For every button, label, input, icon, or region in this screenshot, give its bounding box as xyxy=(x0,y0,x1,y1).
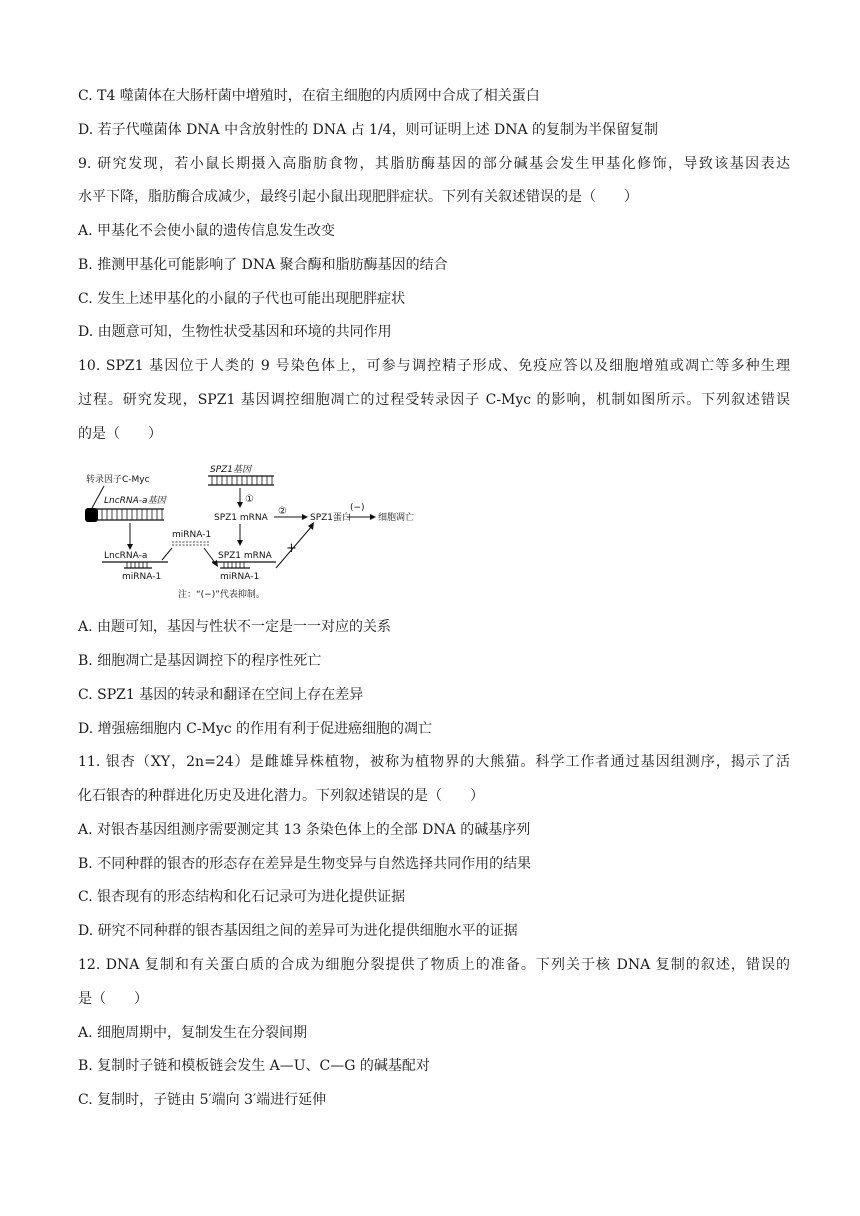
option-11c: C. 银杏现有的形态结构和化石记录可为进化提供证据 xyxy=(78,889,406,905)
question-10-stem-3: 的是（ ） xyxy=(78,426,162,442)
question-11-stem-1: 11. 银杏（XY，2n=24）是雌雄异株植物，被称为植物界的大熊猫。科学工作者通过基因组测序，揭示了活 xyxy=(78,754,790,770)
question-11-stem-2: 化石银杏的种群进化历史及进化潜力。下列叙述错误的是（ ） xyxy=(78,788,484,804)
option-12b: B. 复制时子链和模板链会发生 A—U、C—G 的碱基配对 xyxy=(78,1058,430,1074)
spz1-protein-label: SPZ1蛋白 xyxy=(310,513,352,523)
inhibit-label: (−) xyxy=(350,503,365,513)
spz1-mrna-top-label: SPZ1 mRNA xyxy=(214,513,268,523)
step-1-label: ① xyxy=(245,494,254,505)
lncrna-label: LncRNA-a xyxy=(104,551,148,561)
figure-note: 注：“(−)”代表抑制。 xyxy=(178,590,265,600)
option-12a: A. 细胞周期中，复制发生在分裂间期 xyxy=(78,1025,308,1041)
option-10d: D. 增强癌细胞内 C-Myc 的作用有利于促进癌细胞的凋亡 xyxy=(78,721,433,737)
mirna-mid-label: miRNA-1 xyxy=(172,530,212,540)
option-9c: C. 发生上述甲基化的小鼠的子代也可能出现肥胖症状 xyxy=(78,291,406,307)
option-12c: C. 复制时，子链由 5′端向 3′端进行延伸 xyxy=(78,1092,327,1108)
mirna-left-label: miRNA-1 xyxy=(122,572,162,582)
question-10-stem-2: 过程。研究发现，SPZ1 基因调控细胞凋亡的过程受转录因子 C-Myc 的影响，机制如图所示。下列叙述错误 xyxy=(78,392,790,408)
option-10c: C. SPZ1 基因的转录和翻译在空间上存在差异 xyxy=(78,687,364,703)
lnc-gene-dna xyxy=(96,509,164,520)
option-9a: A. 甲基化不会使小鼠的遗传信息发生改变 xyxy=(78,223,336,239)
option-11b: B. 不同种群的银杏的形态存在差异是生物变异与自然选择共同作用的结果 xyxy=(78,856,532,872)
lncrna-duplex xyxy=(102,562,168,568)
spz1-mrna-bottom-label: SPZ1 mRNA xyxy=(218,551,272,561)
option-11a: A. 对银杏基因组测序需要测定其 13 条染色体上的全部 DNA 的碱基序列 xyxy=(78,822,531,838)
question-10-stem-1: 10. SPZ1 基因位于人类的 9 号染色体上，可参与调控精子形成、免疫应答以及细胞增殖或凋亡等多种生理 xyxy=(78,358,790,374)
option-9d: D. 由题意可知，生物性状受基因和环境的共同作用 xyxy=(78,324,392,340)
lnc-gene-label: LncRNA-a基因 xyxy=(104,496,166,506)
spz1-gene-label: SPZ1基因 xyxy=(210,465,252,475)
tf-label: 转录因子C-Myc xyxy=(86,475,150,485)
option-9b: B. 推测甲基化可能影响了 DNA 聚合酶和脂肪酶基因的结合 xyxy=(78,257,448,273)
tf-pointer xyxy=(92,486,104,508)
plus-sign: + xyxy=(286,541,297,556)
question-9-stem-2: 水平下降，脂肪酶合成减少，最终引起小鼠出现肥胖症状。下列有关叙述错误的是（ ） xyxy=(78,189,638,205)
spz1-gene-dna xyxy=(208,476,274,485)
spz1-mrna-duplex xyxy=(212,562,276,568)
option-10b: B. 细胞凋亡是基因调控下的程序性死亡 xyxy=(78,653,322,669)
mirna-right-label: miRNA-1 xyxy=(220,572,260,582)
option-8d: D. 若子代噬菌体 DNA 中含放射性的 DNA 占 1/4，则可证明上述 DNA 的复制为半保留复制 xyxy=(78,122,659,138)
spz1-mechanism-diagram xyxy=(82,460,422,606)
option-10a: A. 由题可知，基因与性状不一定是一一对应的关系 xyxy=(78,619,392,635)
option-8c: C. T4 噬菌体在大肠杆菌中增殖时，在宿主细胞的内质网中合成了相关蛋白 xyxy=(78,88,540,104)
question-9-stem-1: 9. 研究发现，若小鼠长期摄入高脂肪食物，其脂肪酶基因的部分碱基会发生甲基化修饰，导致该基因表达 xyxy=(78,156,790,172)
apoptosis-label: 细胞凋亡 xyxy=(378,513,415,523)
option-11d: D. 研究不同种群的银杏基因组之间的差异可为进化提供细胞水平的证据 xyxy=(78,923,518,939)
question-12-stem-1: 12. DNA 复制和有关蛋白质的合成为细胞分裂提供了物质上的准备。下列关于核 DNA 复制的叙述，错误的 xyxy=(78,957,790,973)
question-12-stem-2: 是（ ） xyxy=(78,991,148,1007)
step-2-label: ② xyxy=(278,506,287,517)
